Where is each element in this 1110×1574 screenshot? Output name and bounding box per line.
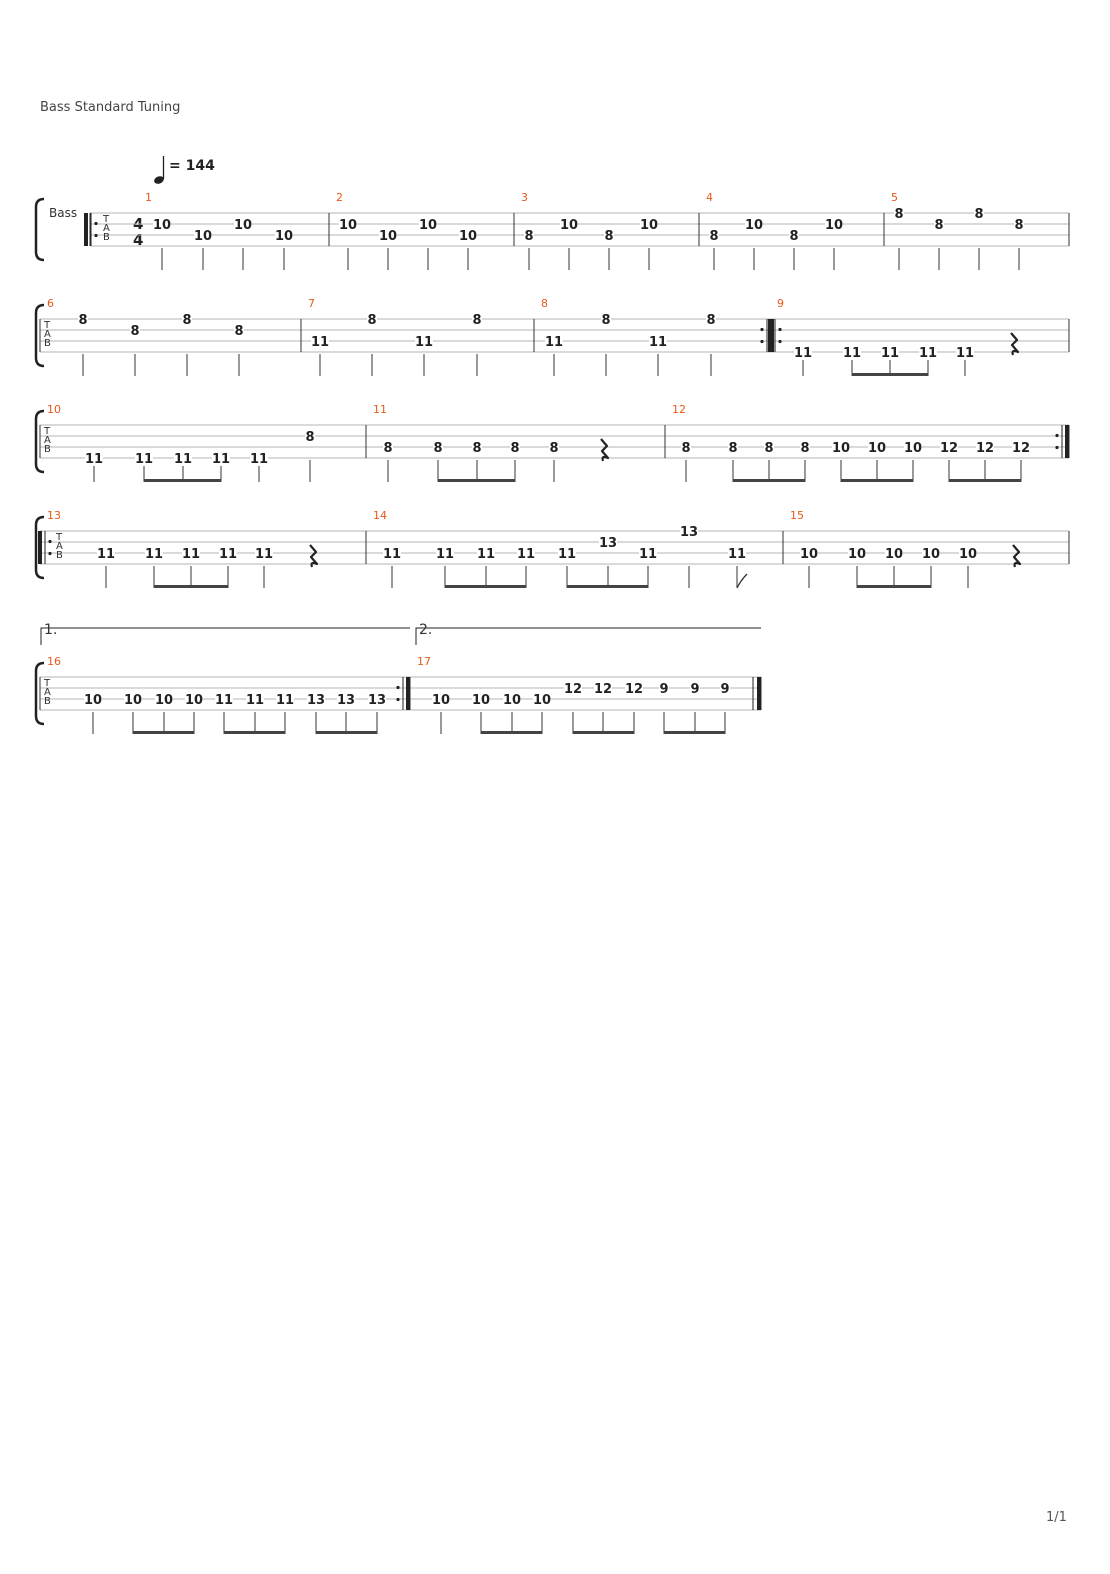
repeat-dot	[396, 698, 399, 701]
fret-number: 9	[690, 682, 700, 697]
page-number: 1/1	[1046, 1510, 1067, 1525]
beam	[573, 731, 635, 734]
fret-number: 9	[720, 682, 730, 697]
fret-number: 10	[338, 218, 358, 233]
fret-number: 8	[182, 313, 192, 328]
fret-number: 11	[84, 452, 104, 467]
fret-number: 8	[549, 441, 559, 456]
tab-clef-letter: B	[56, 550, 63, 561]
repeat-dot	[760, 328, 763, 331]
measure-number: 17	[417, 655, 431, 668]
measure-number: 9	[777, 297, 784, 310]
measure	[145, 191, 293, 270]
fret-number: 8	[604, 229, 614, 244]
measure-number: 7	[308, 297, 315, 310]
tab-system	[36, 199, 1069, 260]
fret-number: 8	[894, 207, 904, 222]
fret-number: 10	[471, 693, 491, 708]
fret-number: 11	[310, 335, 330, 350]
fret-number: 11	[414, 335, 434, 350]
fret-number: 13	[598, 536, 618, 551]
fret-number: 8	[472, 441, 482, 456]
tab-clef-letter: B	[44, 338, 51, 349]
fret-number: 13	[306, 693, 326, 708]
measure-number: 6	[47, 297, 54, 310]
repeat-end-thick-bar	[406, 677, 410, 710]
eighth-flag-icon	[737, 574, 747, 588]
fret-number: 12	[593, 682, 613, 697]
volta-1-label: 1.	[44, 622, 58, 638]
measure-number: 12	[672, 403, 686, 416]
measure	[47, 297, 244, 376]
fret-number: 10	[458, 229, 478, 244]
tempo-marking	[153, 156, 215, 185]
tab-clef-letter: A	[103, 223, 110, 234]
repeat-dot	[778, 340, 781, 343]
beam	[316, 731, 378, 734]
fret-number: 10	[184, 693, 204, 708]
beam	[949, 479, 1022, 482]
fret-number: 10	[274, 229, 294, 244]
measure	[541, 297, 716, 376]
fret-number: 10	[799, 547, 819, 562]
track-name: Bass	[49, 206, 78, 220]
tab-clef-letter: B	[103, 232, 110, 243]
fret-number: 10	[378, 229, 398, 244]
tab-clef-letter: T	[56, 532, 63, 543]
fret-number: 10	[884, 547, 904, 562]
fret-number: 8	[789, 229, 799, 244]
beam	[438, 479, 516, 482]
repeat-dot	[778, 328, 781, 331]
fret-number: 11	[134, 452, 154, 467]
measure	[672, 403, 1030, 482]
fret-number: 11	[214, 693, 234, 708]
fret-number: 13	[367, 693, 387, 708]
fret-number: 13	[679, 525, 699, 540]
fret-number: 8	[800, 441, 810, 456]
fret-number: 12	[624, 682, 644, 697]
measure	[47, 509, 317, 588]
volta-2-label: 2.	[419, 622, 433, 638]
fret-number: 10	[744, 218, 764, 233]
fret-number: 10	[83, 693, 103, 708]
fret-number: 10	[233, 218, 253, 233]
fret-number: 11	[516, 547, 536, 562]
tab-clef-letter: A	[44, 329, 51, 340]
repeat-start-thick-bar	[38, 531, 42, 564]
beam	[133, 731, 195, 734]
measure-number: 14	[373, 509, 387, 522]
repeat-dot	[760, 340, 763, 343]
measure-number: 15	[790, 509, 804, 522]
fret-number: 11	[955, 346, 975, 361]
measure-number: 2	[336, 191, 343, 204]
fret-number: 8	[383, 441, 393, 456]
tab-clef-letter: T	[44, 678, 51, 689]
fret-number: 12	[939, 441, 959, 456]
fret-number: 8	[1014, 218, 1024, 233]
fret-number: 10	[123, 693, 143, 708]
tuning-label: Bass Standard Tuning	[40, 100, 181, 115]
measure	[47, 403, 315, 482]
fret-number: 11	[727, 547, 747, 562]
measure-number: 10	[47, 403, 61, 416]
tab-clef-letter: B	[44, 696, 51, 707]
fret-number: 12	[1011, 441, 1031, 456]
fret-number: 11	[144, 547, 164, 562]
beam	[664, 731, 726, 734]
fret-number: 11	[544, 335, 564, 350]
time-signature-top: 4	[133, 215, 144, 233]
fret-number: 11	[638, 547, 658, 562]
fret-number: 11	[842, 346, 862, 361]
measure	[891, 191, 1024, 270]
measure	[790, 509, 1020, 588]
time-signature-bottom: 4	[133, 231, 144, 249]
beam	[852, 373, 929, 376]
fret-number: 8	[524, 229, 534, 244]
fret-number: 12	[563, 682, 583, 697]
fret-number: 11	[173, 452, 193, 467]
measure	[308, 297, 482, 376]
tempo-label: = 144	[169, 158, 215, 174]
measure-number: 4	[706, 191, 713, 204]
fret-number: 10	[903, 441, 923, 456]
fret-number: 8	[601, 313, 611, 328]
fret-number: 11	[476, 547, 496, 562]
fret-number: 8	[234, 324, 244, 339]
measure	[521, 191, 658, 270]
measure	[706, 191, 843, 270]
repeat-dot	[94, 234, 97, 237]
measure	[373, 509, 747, 588]
measure-number: 11	[373, 403, 387, 416]
fret-number: 11	[648, 335, 668, 350]
fret-number: 8	[305, 430, 315, 445]
fret-number: 10	[824, 218, 844, 233]
fret-number: 11	[245, 693, 265, 708]
fret-number: 8	[681, 441, 691, 456]
fret-number: 11	[918, 346, 938, 361]
measure-number: 1	[145, 191, 152, 204]
fret-number: 11	[211, 452, 231, 467]
tab-system	[36, 663, 761, 724]
tab-clef-letter: A	[44, 687, 51, 698]
repeat-start-thick-bar	[84, 213, 88, 246]
fret-number: 12	[975, 441, 995, 456]
beam	[733, 479, 806, 482]
fret-number: 13	[336, 693, 356, 708]
tab-measures	[47, 191, 1030, 734]
fret-number: 10	[193, 229, 213, 244]
tab-clef-letter: T	[44, 426, 51, 437]
fret-number: 10	[831, 441, 851, 456]
measure-number: 16	[47, 655, 61, 668]
fret-number: 10	[431, 693, 451, 708]
fret-number: 8	[78, 313, 88, 328]
tab-clef-letter: A	[56, 541, 63, 552]
measure-number: 13	[47, 509, 61, 522]
fret-number: 8	[728, 441, 738, 456]
fret-number: 11	[435, 547, 455, 562]
repeat-dot	[1055, 446, 1058, 449]
fret-number: 11	[249, 452, 269, 467]
quarter-rest-icon	[1011, 333, 1018, 355]
fret-number: 11	[181, 547, 201, 562]
repeat-dot	[94, 222, 97, 225]
fret-number: 11	[275, 693, 295, 708]
fret-number: 10	[867, 441, 887, 456]
beam	[481, 731, 543, 734]
measure	[47, 655, 386, 734]
beam	[144, 479, 222, 482]
fret-number: 10	[639, 218, 659, 233]
fret-number: 10	[921, 547, 941, 562]
fret-number: 8	[934, 218, 944, 233]
beam	[154, 585, 229, 588]
fret-number: 11	[96, 547, 116, 562]
fret-number: 11	[254, 547, 274, 562]
repeat-dot	[48, 552, 51, 555]
quarter-rest-icon	[310, 545, 317, 567]
fret-number: 8	[764, 441, 774, 456]
repeat-dot	[1055, 434, 1058, 437]
repeat-dot	[48, 540, 51, 543]
fret-number: 11	[382, 547, 402, 562]
tab-clef-letter: B	[44, 444, 51, 455]
beam	[224, 731, 286, 734]
beam	[445, 585, 527, 588]
fret-number: 8	[130, 324, 140, 339]
tab-clef-letter: T	[103, 214, 110, 225]
fret-number: 8	[510, 441, 520, 456]
fret-number: 11	[793, 346, 813, 361]
beam	[841, 479, 914, 482]
repeat-start-thick-bar	[768, 319, 772, 352]
fret-number: 8	[709, 229, 719, 244]
measure-number: 8	[541, 297, 548, 310]
measure	[373, 403, 608, 482]
fret-number: 10	[502, 693, 522, 708]
fret-number: 10	[532, 693, 552, 708]
measure-number: 3	[521, 191, 528, 204]
measure-number: 5	[891, 191, 898, 204]
fret-number: 9	[659, 682, 669, 697]
fret-number: 8	[706, 313, 716, 328]
repeat-end-thick-bar	[1065, 425, 1069, 458]
fret-number: 11	[880, 346, 900, 361]
fret-number: 11	[218, 547, 238, 562]
measure	[417, 655, 730, 734]
fret-number: 10	[154, 693, 174, 708]
fret-number: 8	[367, 313, 377, 328]
fret-number: 10	[152, 218, 172, 233]
fret-number: 10	[958, 547, 978, 562]
system-brace	[36, 199, 44, 260]
quarter-rest-icon	[1013, 545, 1020, 567]
beam	[857, 585, 932, 588]
measure	[336, 191, 477, 270]
fret-number: 8	[472, 313, 482, 328]
tab-clef-letter: T	[44, 320, 51, 331]
fret-number: 10	[559, 218, 579, 233]
fret-number: 8	[433, 441, 443, 456]
tab-clef-letter: A	[44, 435, 51, 446]
final-thick-bar	[757, 677, 761, 710]
fret-number: 10	[847, 547, 867, 562]
fret-number: 11	[557, 547, 577, 562]
quarter-rest-icon	[601, 439, 608, 461]
fret-number: 10	[418, 218, 438, 233]
fret-number: 8	[974, 207, 984, 222]
volta-brackets	[41, 622, 761, 645]
measure	[777, 297, 1018, 376]
beam	[567, 585, 649, 588]
repeat-dot	[396, 686, 399, 689]
